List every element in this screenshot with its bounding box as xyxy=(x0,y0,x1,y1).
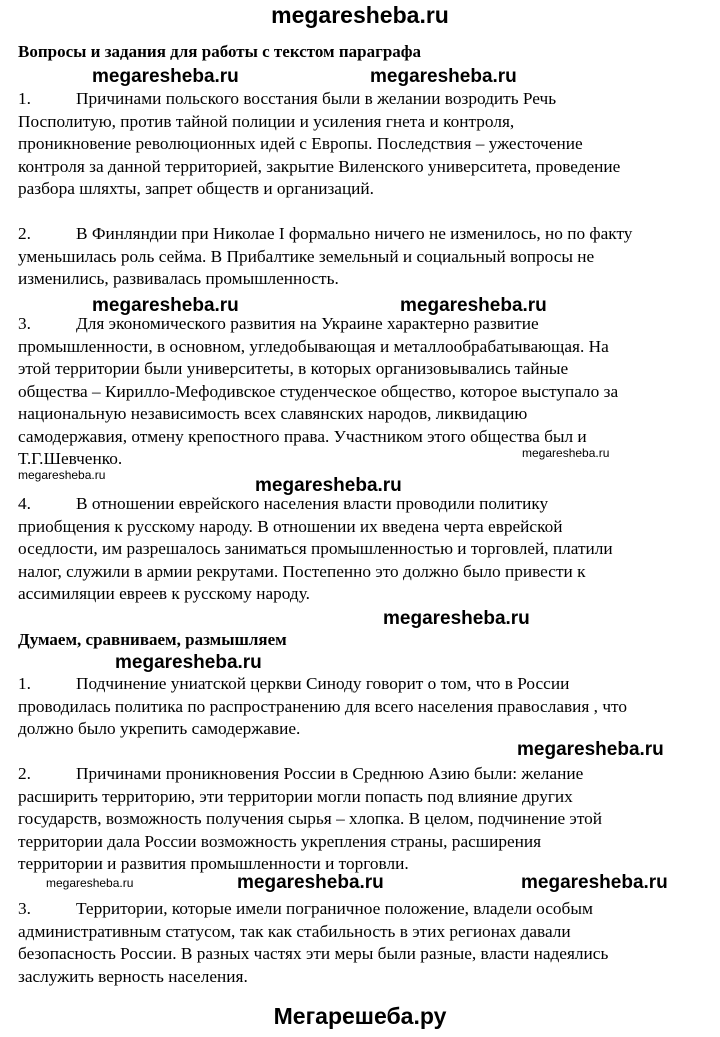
answer-line: административным статусом, так как стабильность в этих регионах давали xyxy=(18,921,571,941)
answer-line: проникновение революционных идей с Европы. Последствия – ужесточение xyxy=(18,134,583,153)
answer-number: 3. xyxy=(18,314,31,333)
answer-line: территории дала России возможность укрепления страны, расширения xyxy=(18,831,542,851)
answer-line: уменьшилась роль сейма. В Прибалтике земельный и социальный вопросы не xyxy=(18,246,595,266)
answer-1-4 xyxy=(18,493,718,606)
section-title-think-compare: Думаем, сравниваем, размышляем xyxy=(18,630,287,649)
answer-line: должно было укрепить самодержавие. xyxy=(18,719,301,738)
answer-line: приобщения к русскому народу. В отношении их введена черта еврейской xyxy=(18,516,563,536)
answer-line: этой территории были университеты, в которых организовывались тайные xyxy=(18,359,569,378)
answer-line: территории и развития промышленности и торговли. xyxy=(18,854,409,873)
section-title-text-questions: Вопросы и задания для работы с текстом параграфа xyxy=(18,42,422,61)
answer-line: контроля за данной территорией, закрытие Виленского университета, проведение xyxy=(18,156,621,176)
answer-line: Территории, которые имели пограничное положение, владели особым xyxy=(76,899,593,918)
answer-line: национальную независимость всех славянских народов, ликвидацию xyxy=(18,404,528,423)
answer-line: Т.Г.Шевченко. xyxy=(18,449,123,468)
watermark: megaresheba.ru xyxy=(383,608,530,629)
watermark-small: megaresheba.ru xyxy=(522,446,610,460)
answer-1-1 xyxy=(18,88,718,201)
answer-line: ассимиляции евреев к русскому народу. xyxy=(18,584,310,603)
site-footer: Мегарешеба.ру xyxy=(273,1003,447,1029)
answer-2-2 xyxy=(18,763,718,876)
watermark-small: megaresheba.ru xyxy=(46,876,134,890)
answer-line: Причинами польского восстания были в желании возродить Речь xyxy=(76,89,557,108)
watermark: megaresheba.ru xyxy=(92,295,239,316)
answer-line: общества – Кирилло-Мефодивское студенческое общество, которое выступало за xyxy=(18,381,619,401)
answer-number: 3. xyxy=(18,899,31,918)
watermark: megaresheba.ru xyxy=(255,475,402,496)
watermark: megaresheba.ru xyxy=(115,652,262,673)
answer-line: проводилась политика по распространению для всего населения православия , что xyxy=(18,696,627,716)
answer-line: Посполитую, против тайной полиции и усиления гнета и контроля, xyxy=(18,111,515,131)
answer-line: разбора шляхты, запрет обществ и организаций. xyxy=(18,179,375,198)
watermark: megaresheba.ru xyxy=(370,66,517,87)
watermark: megaresheba.ru xyxy=(400,295,547,316)
answer-line: Подчинение униатской церкви Синоду говорит о том, что в России xyxy=(76,674,570,693)
answer-number: 1. xyxy=(18,674,31,693)
answer-line: расширить территорию, эти территории могли попасть под влияние других xyxy=(18,786,573,806)
answer-line: государств, возможность получения сырья – хлопка. В целом, подчинение этой xyxy=(18,809,603,828)
answer-line: налог, служили в армии рекрутами. Постепенно это должно было привести к xyxy=(18,561,586,581)
answer-line: Причинами проникновения России в Среднюю Азию были: желание xyxy=(76,764,584,783)
answer-1-3 xyxy=(18,313,718,471)
answer-line: изменились, развивалась промышленность. xyxy=(18,269,339,288)
answer-number: 2. xyxy=(18,224,31,243)
answer-1-2 xyxy=(18,223,718,291)
answer-line: безопасность России. В разных частях эти меры были разные, власти надеялись xyxy=(18,944,609,963)
watermark: megaresheba.ru xyxy=(517,739,664,760)
answer-number: 1. xyxy=(18,89,31,108)
answer-line: Для экономического развития на Украине характерно развитие xyxy=(76,314,539,333)
watermark-small: megaresheba.ru xyxy=(18,468,106,482)
watermark: megaresheba.ru xyxy=(521,872,668,893)
answer-2-3 xyxy=(18,898,718,988)
answer-number: 4. xyxy=(18,494,31,513)
answer-line: В Финляндии при Николае I формально ничего не изменилось, но по факту xyxy=(76,224,633,243)
answer-line: самодержавия, отмену крепостного права. Участником этого общества был и xyxy=(18,426,587,446)
watermark: megaresheba.ru xyxy=(92,66,239,87)
site-header: megaresheba.ru xyxy=(271,2,449,28)
answer-line: оседлости, им разрешалось заниматься промышленностью и торговлей, платили xyxy=(18,539,613,558)
answer-line: заслужить верность населения. xyxy=(18,966,248,986)
answer-2-1 xyxy=(18,673,718,741)
watermark: megaresheba.ru xyxy=(237,872,384,893)
answer-line: В отношении еврейского населения власти проводили политику xyxy=(76,494,549,513)
answer-line: промышленности, в основном, угледобывающая и металлообрабатывающая. На xyxy=(18,336,609,356)
answer-number: 2. xyxy=(18,764,31,783)
